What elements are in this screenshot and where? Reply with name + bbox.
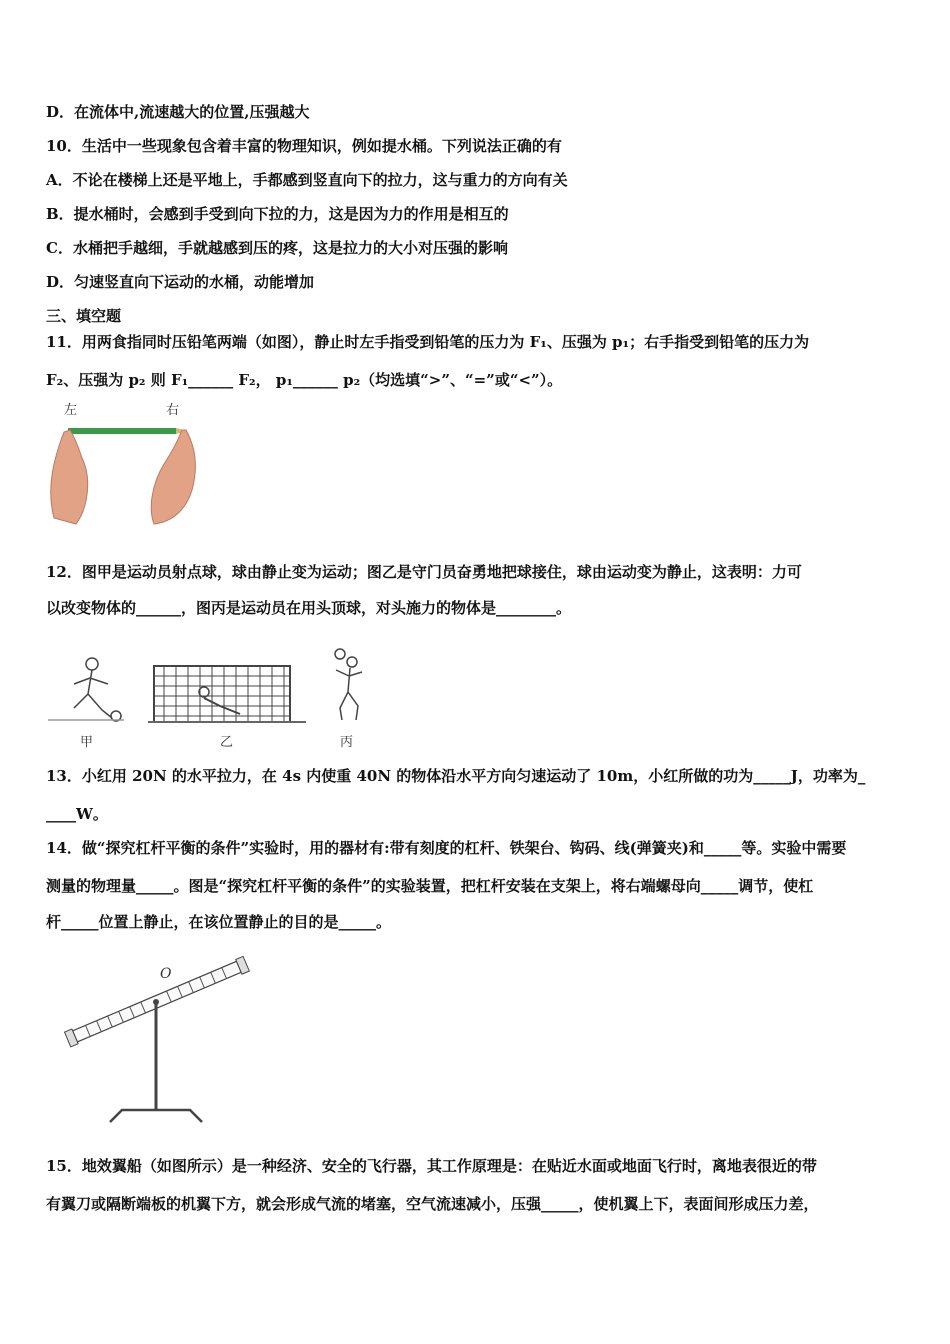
pivot-label: O [160, 966, 172, 982]
section-heading-fill-in: 三、填空题 [46, 307, 122, 325]
question-14-line-1: 14．做“探究杠杆平衡的条件”实验时，用的器材有:带有刻度的杠杆、铁架台、钩码、线(弹簧夹)和_____等。实验中需要 [46, 839, 847, 857]
question-14-line-2: 测量的物理量_____。图是“探究杠杆平衡的条件”的实验装置，把杠杆安装在支架上，将右端螺母向_____调节，使杠 [46, 877, 814, 895]
label-jia: 甲 [80, 735, 94, 750]
label-yi: 乙 [220, 735, 234, 750]
question-12-line-2: 以改变物体的______，图丙是运动员在用头顶球，对头施力的物体是________。 [46, 599, 572, 617]
question-11-line-1: 11．用两食指同时压铅笔两端（如图），静止时左手指受到铅笔的压力为 F₁、压强为 p₁；右手指受到铅笔的压力为 [46, 333, 810, 351]
option-a-q10: A．不论在楼梯上还是平地上，手都感到竖直向下的拉力，这与重力的方向有关 [46, 171, 568, 189]
stand-base [110, 1110, 202, 1122]
question-15-line-1: 15．地效翼船（如图所示）是一种经济、安全的飞行器，其工作原理是：在贴近水面或地面飞行时，离地表很近的带 [46, 1157, 817, 1175]
question-13-line-1: 13．小红用 20N 的水平拉力，在 4s 内使重 40N 的物体沿水平方向匀速运动了 10m，小红所做的功为_____J，功率为_ [46, 767, 866, 785]
left-label: 左 [64, 403, 78, 418]
option-d-q10: D．匀速竖直向下运动的水桶，动能增加 [46, 273, 315, 291]
pencil-fingers-figure [46, 398, 206, 528]
option-c-q10: C．水桶把手越细，手就越感到压的疼，这是拉力的大小对压强的影响 [46, 239, 508, 257]
question-14-line-3: 杆_____位置上静止，在该位置静止的目的是_____。 [46, 913, 392, 931]
left-hand [51, 430, 88, 524]
lever-stand-figure [56, 950, 266, 1130]
kicker-illustration [48, 658, 124, 721]
option-b-q10: B．提水桶时，会感到手受到向下拉的力，这是因为力的作用是相互的 [46, 205, 509, 223]
question-10-stem: 10．生活中一些现象包含着丰富的物理知识，例如提水桶。下列说法正确的有 [46, 137, 562, 155]
question-15-line-2: 有翼刀或隔断端板的机翼下方，就会形成气流的堵塞，空气流速减小，压强_____，使机翼上下，表面间形成压力差， [46, 1195, 819, 1213]
pencil [68, 428, 176, 434]
question-11-line-2: F₂、压强为 p₂ 则 F₁______ F₂， p₁______ p₂（均选填“>”、“=”或“<”）。 [46, 371, 563, 389]
question-13-line-2: ____W。 [46, 805, 108, 823]
option-d-q9: D．在流体中,流速越大的位置,压强越大 [46, 103, 310, 121]
goal-net-illustration [148, 666, 306, 722]
header-player-illustration [335, 649, 362, 720]
sports-figure [44, 648, 394, 752]
label-bing: 丙 [340, 735, 354, 750]
question-12-line-1: 12．图甲是运动员射点球，球由静止变为运动；图乙是守门员奋勇地把球接住，球由运动变为静止，这表明：力可 [46, 563, 802, 581]
right-label: 右 [166, 403, 180, 418]
right-hand [151, 430, 195, 524]
